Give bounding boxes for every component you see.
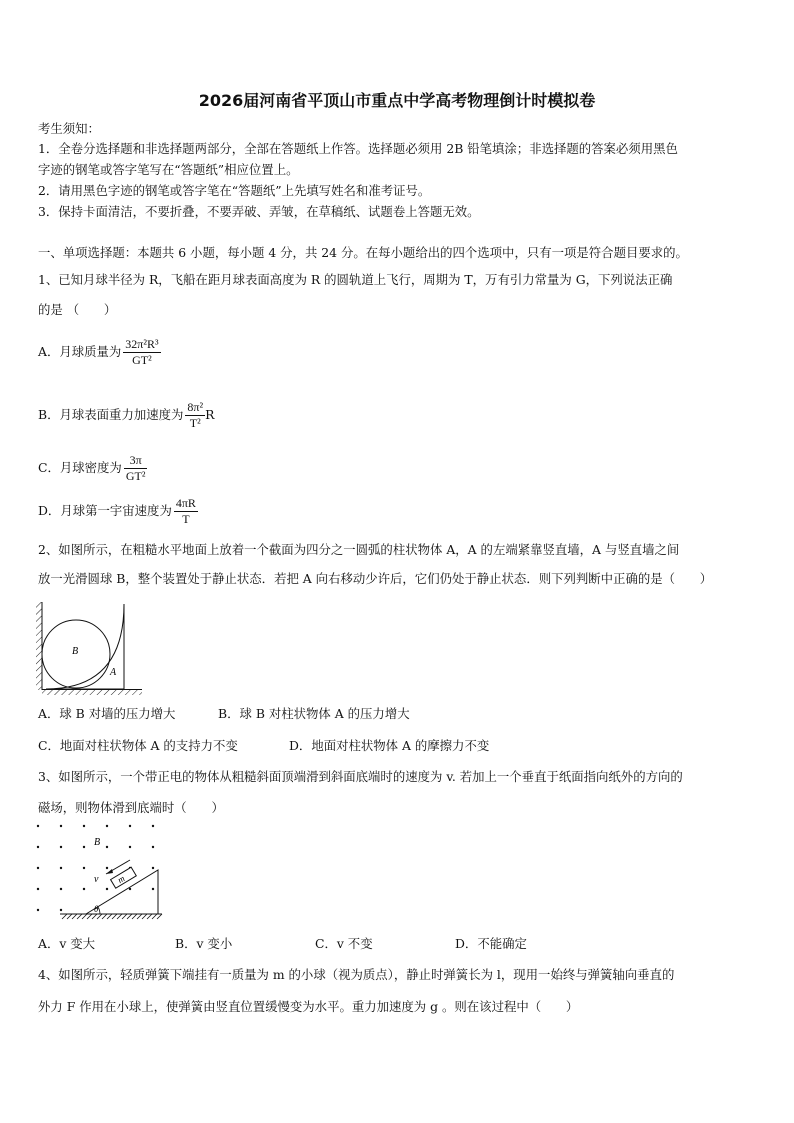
fraction-numerator: 4πR [175,496,196,510]
block-m [111,867,137,888]
field-dot [106,825,108,827]
field-dot [83,825,85,827]
q2-option-a: A．球 B 对墙的压力增大 [38,706,176,721]
hatch-line [137,914,142,919]
hatch-line [72,914,77,919]
hatch-line [97,914,102,919]
field-dot [106,846,108,848]
q2-stem-line1: 2、如图所示，在粗糙水平地面上放着一个截面为四分之一圆弧的柱状物体 A，A 的左端紧靠竖直墙，A 与竖直墙之间 [38,542,680,557]
ground-hatch [42,690,142,695]
q1-option-d-text: D．月球第一宇宙速度为 [38,503,172,518]
hatch-line [142,914,147,919]
field-dot [60,825,62,827]
field-dot [152,867,154,869]
q4-stem-line1: 4、如图所示，轻质弹簧下端挂有一质量为 m 的小球（视为质点），静止时弹簧长为 l，现用一始终与弹簧轴向垂直的 [38,967,675,982]
q1-option-b [38,400,214,431]
hatch-line [112,914,117,919]
section-heading: 一、单项选择题：本题共 6 小题，每小题 4 分，共 24 分。在每小题给出的四个选项中，只有一项是符合题目要求的。 [38,245,688,260]
q1-option-d-fraction [174,496,198,527]
field-dot [37,846,39,848]
fraction-denominator: GT² [132,353,152,367]
notice-heading: 考生须知： [38,121,100,136]
q1-option-c-fraction [124,453,148,484]
label-b: B [72,646,79,657]
q1-option-c-text: C．月球密度为 [38,460,122,475]
q2-stem-line2: 放一光滑圆球 B，整个装置处于静止状态．若把 A 向右移动少许后，它们仍处于静止状态．则下列判断中正确的是（ ） [38,571,713,586]
q1-stem-line1: 1、已知月球半径为 R，飞船在距月球表面高度为 R 的圆轨道上飞行，周期为 T，万有引力常量为 G，下列说法正确 [38,272,673,287]
hatch-line [77,914,82,919]
field-dot [60,867,62,869]
q3-option-a: A．v 变大 [38,936,96,951]
q3-option-d: D．不能确定 [455,936,527,951]
q1-option-d [38,496,198,527]
label-field-b: B [94,837,101,848]
hatch-line [82,914,87,919]
label-v: v [94,874,99,885]
field-dot [37,888,39,890]
notice-item-1: 1．全卷分选择题和非选择题两部分，全部在答题纸上作答。选择题必须用 2B 铅笔填涂；非选择题的答案必须用黑色 [38,141,678,156]
q2-option-d: D．地面对柱状物体 A 的摩擦力不变 [289,738,490,753]
field-dot [106,888,108,890]
field-dot [60,909,62,911]
hatch-line [107,914,112,919]
hatch-line [157,914,162,919]
hatch-line [147,914,152,919]
hatch-line [67,914,72,919]
fraction-denominator: T [182,512,190,526]
field-dot [37,825,39,827]
field-dot [152,888,154,890]
field-dot [129,825,131,827]
fraction-denominator: T² [189,416,201,430]
page-title: 2026届河南省平顶山市重点中学高考物理倒计时模拟卷 [198,91,596,110]
hatch-line [127,914,132,919]
hatch-line [152,914,157,919]
field-dot [60,888,62,890]
q1-option-b-fraction [185,400,205,431]
field-dot [60,846,62,848]
field-dot [83,888,85,890]
q3-option-b: B．v 变小 [175,936,233,951]
fraction-numerator: 8π² [187,400,204,414]
field-dot [152,825,154,827]
field-dot [83,846,85,848]
notice-item-2: 2．请用黑色字迹的钢笔或答字笔在“答题纸”上先填写姓名和准考证号。 [38,183,431,198]
wall-hatch [36,602,42,690]
hatch-line [117,914,122,919]
ground-hatch [62,914,162,919]
q3-figure [34,820,169,930]
field-dot [152,846,154,848]
fraction-numerator: 3π [124,453,148,469]
notice-item-3: 3．保持卡面清洁，不要折叠，不要弄破、弄皱，在草稿纸、试题卷上答题无效。 [38,204,480,219]
q2-option-c: C．地面对柱状物体 A 的支持力不变 [38,738,238,753]
q3-stem-line2: 磁场，则物体滑到底端时（ ） [38,800,224,815]
q3-stem-line1: 3、如图所示，一个带正电的物体从粗糙斜面顶端滑到斜面底端时的速度为 v. 若加上一个垂直于纸面指向纸外的方向的 [38,769,683,784]
q1-option-b-suffix: R [205,407,215,422]
fraction-numerator: 32π²R³ [125,337,159,351]
q1-stem-line2: 的是 （ ） [38,302,117,317]
label-a: A [110,667,117,678]
hatch-line [122,914,127,919]
q3-option-c: C．v 不变 [315,936,373,951]
field-dot [129,846,131,848]
label-m: m [115,873,127,886]
hatch-line [132,914,137,919]
q2-option-b: B．球 B 对柱状物体 A 的压力增大 [218,706,410,721]
field-dot [37,867,39,869]
notice-item-1-cont: 字迹的钢笔或答字笔写在“答题纸”相应位置上。 [38,162,299,177]
hatch-line [102,914,107,919]
q1-option-a-text: A．月球质量为 [38,344,122,359]
hatch-line [87,914,92,919]
fraction-denominator: GT² [125,469,146,483]
label-theta: θ [94,904,99,914]
hatch-line [62,914,67,919]
q1-option-b-text: B．月球表面重力加速度为 [38,407,184,422]
arrow-head [106,869,113,874]
q1-option-a [38,337,161,368]
field-dot [106,867,108,869]
q1-option-c [38,453,147,484]
q1-option-a-fraction [123,337,160,368]
field-dot [37,909,39,911]
field-dot [83,867,85,869]
hatch-line [92,914,97,919]
q2-figure [36,600,146,695]
q4-stem-line2: 外力 F 作用在小球上，使弹簧由竖直位置缓慢变为水平。重力加速度为 g 。则在该过程中（ ） [38,999,579,1014]
